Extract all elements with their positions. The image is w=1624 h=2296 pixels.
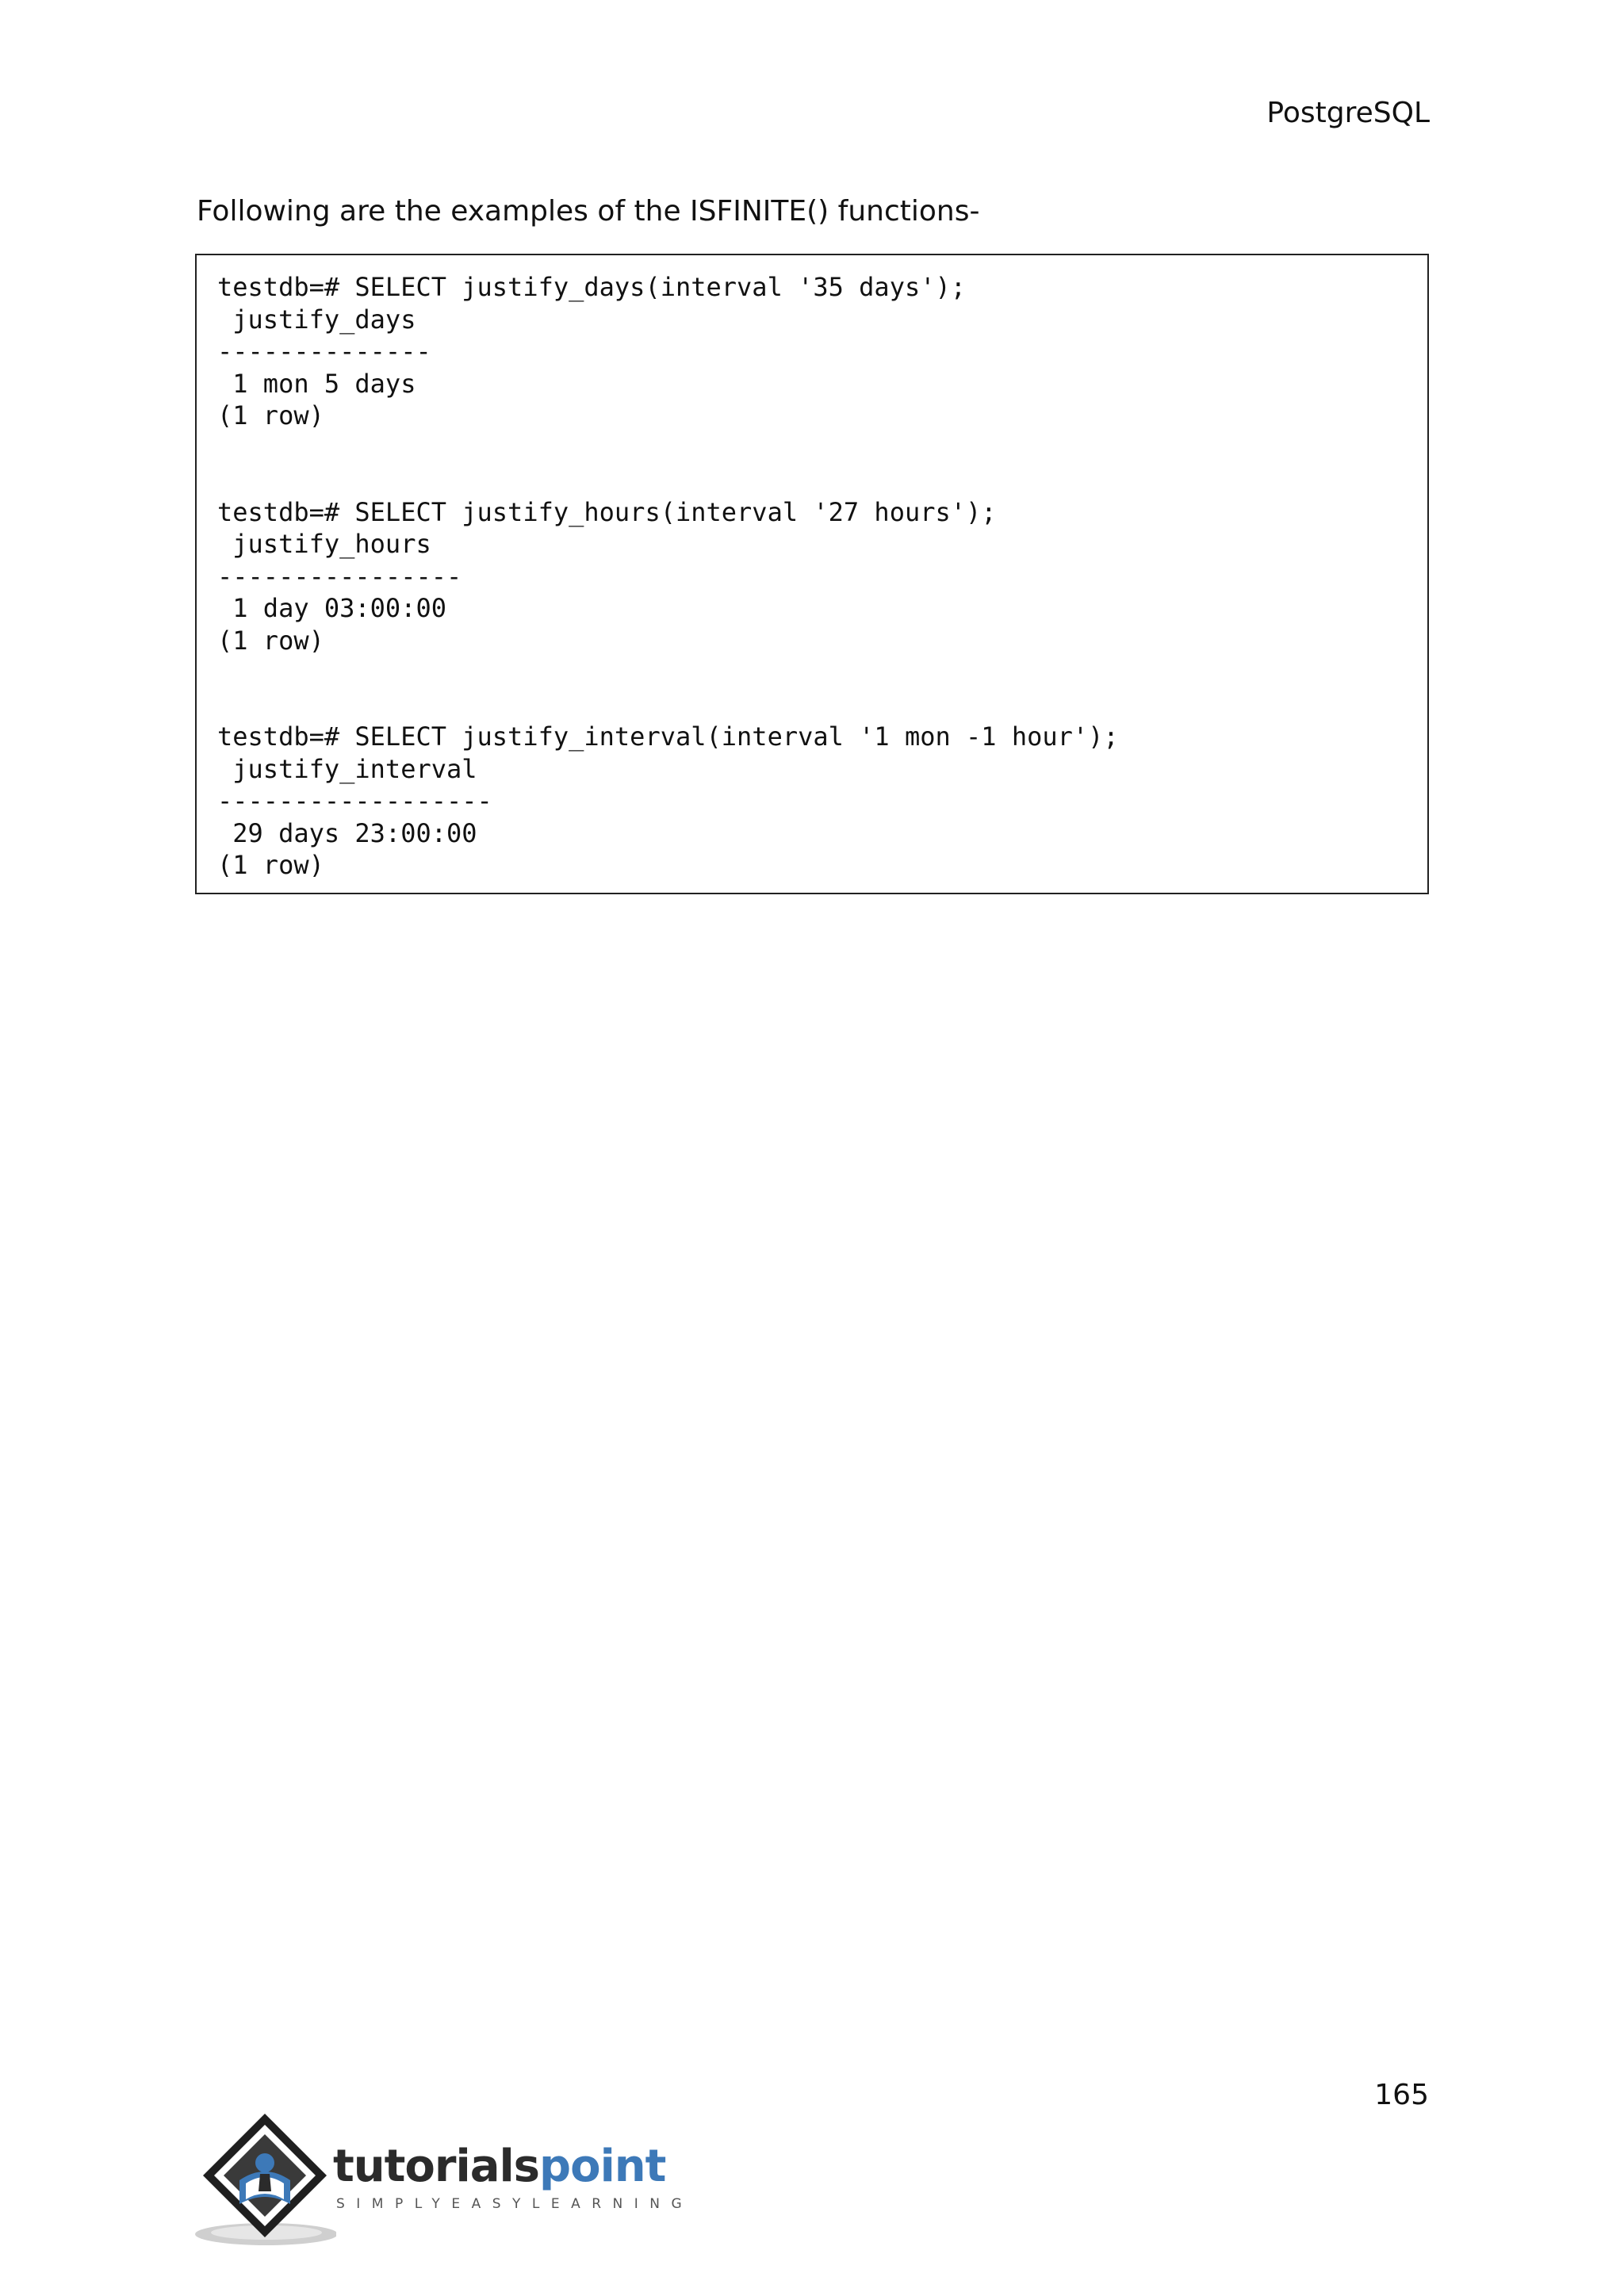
intro-paragraph: Following are the examples of the ISFINITE() functions- — [197, 195, 980, 228]
code-line: (1 row) — [217, 850, 324, 880]
code-line: ------------------ — [217, 786, 492, 816]
code-line: ---------------- — [217, 561, 462, 591]
code-line: 29 days 23:00:00 — [217, 817, 477, 848]
logo-wordmark-point: point — [539, 2141, 666, 2192]
code-line: -------------- — [217, 336, 431, 366]
code-line: justify_days — [217, 304, 416, 335]
code-line: testdb=# SELECT justify_interval(interval '1 mon -1 hour'); — [217, 721, 1119, 752]
code-line: justify_hours — [217, 529, 431, 559]
running-header-title: PostgreSQL — [1266, 97, 1430, 129]
code-line — [217, 656, 1427, 689]
code-line: (1 row) — [217, 400, 324, 430]
tutorialspoint-logo — [193, 2107, 694, 2250]
code-line: 1 mon 5 days — [217, 368, 416, 399]
code-line: testdb=# SELECT justify_hours(interval '27 hours'); — [217, 496, 997, 527]
code-line — [217, 432, 1427, 465]
code-block — [195, 254, 1429, 894]
logo-wordmark-tutorials: tutorials — [333, 2141, 540, 2192]
code-line — [217, 464, 1427, 496]
logo-wordmark — [333, 2141, 665, 2192]
code-line: (1 row) — [217, 625, 324, 656]
logo-tagline: SIMPLYEASYLEARNING — [336, 2196, 694, 2212]
page-number: 165 — [1374, 2079, 1429, 2111]
code-line: 1 day 03:00:00 — [217, 593, 446, 623]
code-line — [217, 689, 1427, 721]
code-line: testdb=# SELECT justify_days(interval '35 days'); — [217, 272, 967, 302]
logo-emblem-icon — [193, 2107, 336, 2250]
code-line: justify_interval — [217, 753, 477, 784]
